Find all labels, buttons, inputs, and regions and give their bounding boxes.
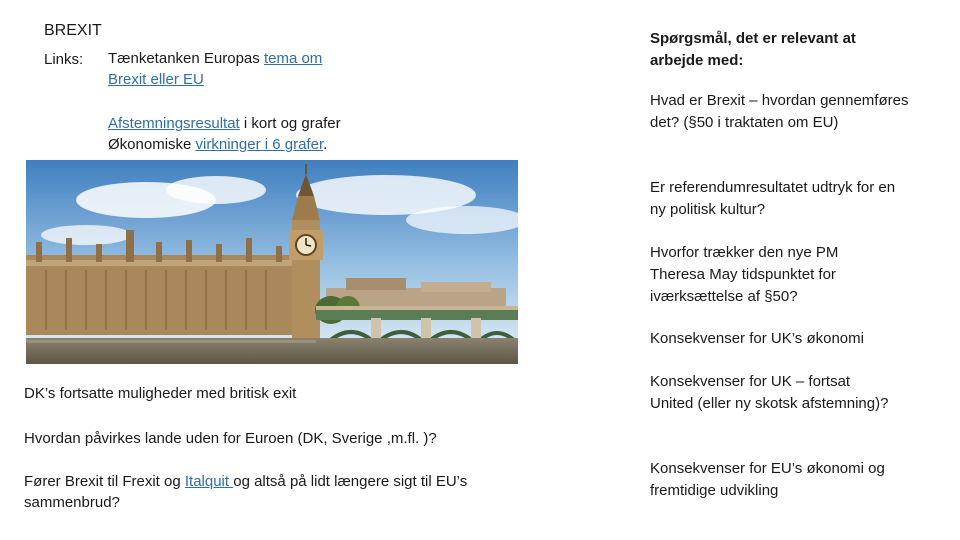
link-economy-prefix: Økonomiske: [108, 136, 196, 153]
left-question-1: DK’s fortsatte muligheder med britisk exit: [24, 385, 297, 402]
right-heading: Spørgsmål, det er relevant at arbejde med:: [650, 30, 856, 69]
left-question-2: Hvordan påvirkes lande uden for Euroen (DK, Sverige ,m.fl. )?: [24, 430, 437, 447]
link-brexit-eller-eu[interactable]: Brexit eller EU: [108, 71, 204, 88]
link-europa-tema[interactable]: tema om: [263, 50, 323, 67]
link-italquit[interactable]: Italquit: [184, 473, 234, 490]
slide-title: BREXIT: [44, 22, 102, 39]
westminster-photo: [26, 160, 518, 364]
link-europa-prefix: Tænketanken Europas: [108, 50, 264, 67]
link-virkninger[interactable]: virkninger i 6 grafer: [195, 136, 324, 153]
links-label: Links:: [44, 51, 84, 68]
left-question-3: [24, 471, 524, 513]
link-economy-suffix: .: [323, 136, 328, 153]
right-item-5: Konsekvenser for UK – fortsat United (eller ny skotsk afstemning)?: [650, 373, 889, 412]
link-results-suffix: i kort og grafer: [239, 115, 341, 132]
westminster-illustration: [26, 160, 518, 364]
left-question-3-suffix: og altså på lidt længere sigt til EU’s sammenbrud?: [24, 473, 468, 511]
link-afstemningsresultat[interactable]: Afstemningsresultat: [108, 115, 240, 132]
link-economy-line: [108, 134, 398, 155]
link-results-line: [108, 113, 398, 134]
right-item-2: Er referendumresultatet udtryk for en ny politisk kultur?: [650, 179, 896, 218]
links-results-block: [108, 113, 398, 155]
right-item-4: Konsekvenser for UK’s økonomi: [650, 330, 864, 347]
right-item-6: Konsekvenser for EU’s økonomi og fremtidige udvikling: [650, 460, 885, 499]
right-item-1: Hvad er Brexit – hvordan gennemføres det? (§50 i traktaten om EU): [650, 92, 909, 131]
left-question-3-prefix: Fører Brexit til Frexit og: [24, 473, 185, 490]
right-item-3: Hvorfor trækker den nye PM Theresa May tidspunktet for iværksættelse af §50?: [650, 244, 839, 305]
link-europa-block: [108, 48, 368, 90]
